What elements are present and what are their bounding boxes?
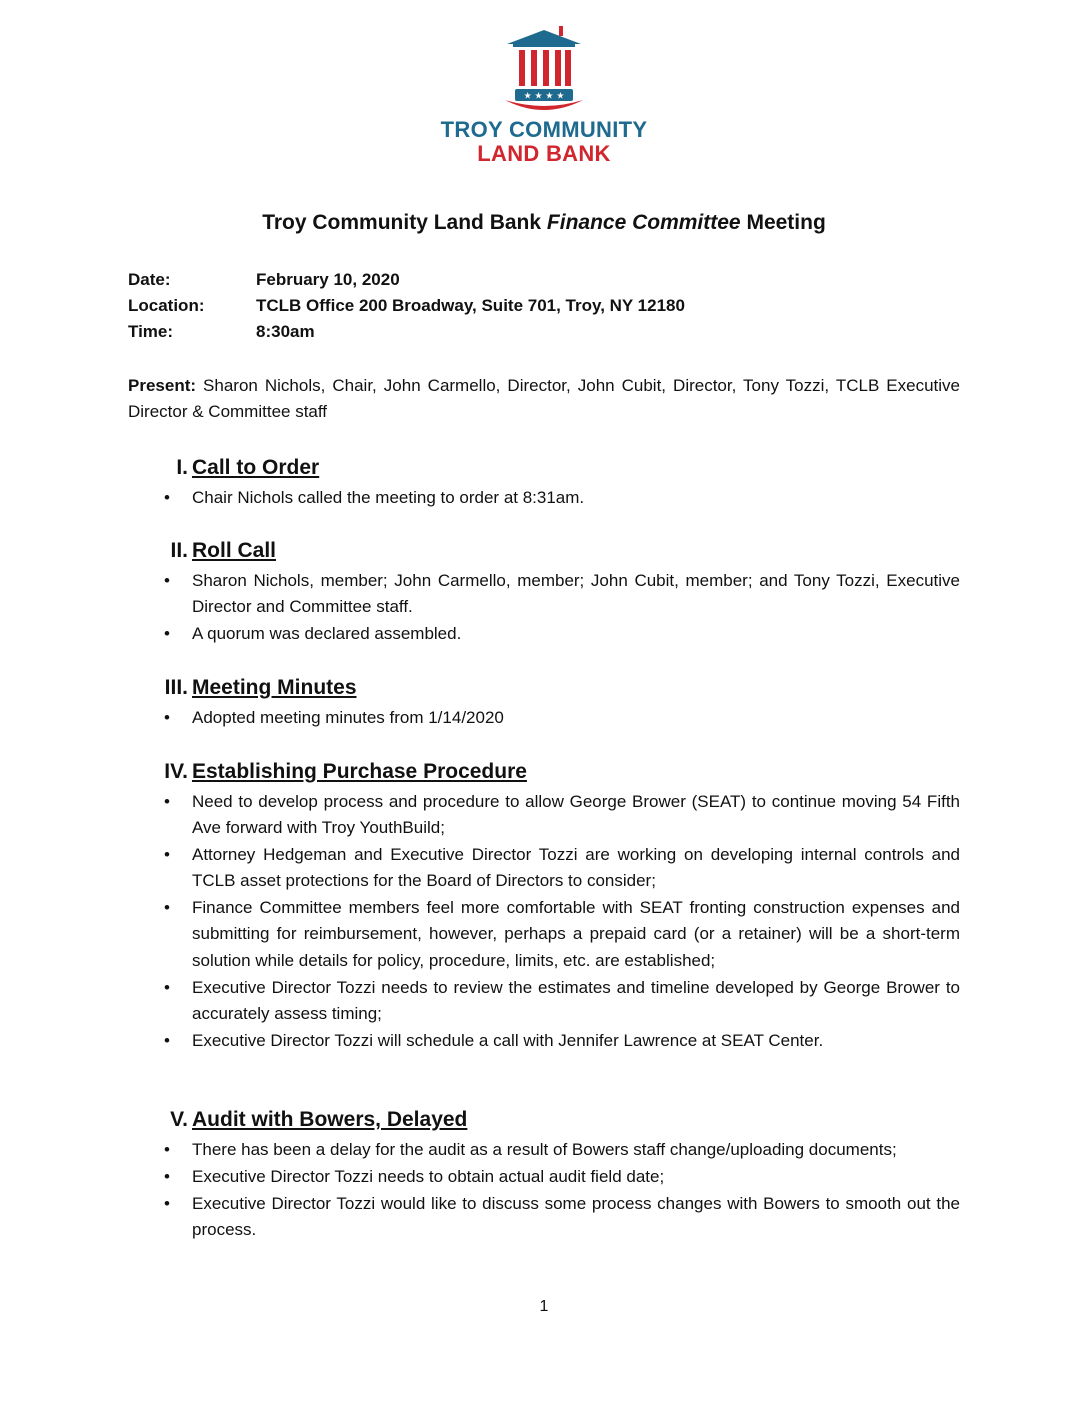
meta-value: February 10, 2020 <box>256 270 400 289</box>
bullet-icon: • <box>164 1166 170 1186</box>
section-roll-call <box>128 536 960 648</box>
section-number: V. <box>170 1108 188 1131</box>
bullet-icon: • <box>164 792 170 811</box>
page-number: 1 <box>539 1298 549 1315</box>
present-text: Sharon Nichols, Chair, John Carmello, Director, John Cubit, Director, Tony Tozzi, TCLB Executive Director & Committee staff <box>128 376 960 421</box>
section-title: Audit with Bowers, Delayed <box>192 1108 468 1131</box>
bullet-icon: • <box>164 1030 170 1050</box>
bullet-text: Executive Director Tozzi needs to review the estimates and timeline developed by George Brower to accurately assess timing; <box>192 977 960 1023</box>
list-item <box>128 975 960 1028</box>
document-title <box>0 211 1088 235</box>
bullet-icon: • <box>164 898 170 918</box>
list-item <box>128 1191 960 1244</box>
meta-value: 8:30am <box>256 322 315 341</box>
title-suffix: Meeting <box>740 211 826 234</box>
meeting-details <box>128 270 685 348</box>
meta-label: Time: <box>128 322 174 341</box>
meta-label: Date: <box>128 270 171 289</box>
meta-row-time <box>128 322 685 348</box>
meta-value: TCLB Office 200 Broadway, Suite 701, Troy, NY 12180 <box>256 296 685 315</box>
list-item <box>128 895 960 974</box>
logo-line-2: LAND BANK <box>477 141 611 166</box>
title-prefix: Troy Community Land Bank <box>262 211 547 234</box>
list-item <box>128 1164 960 1190</box>
section-heading <box>128 1105 960 1137</box>
bullet-text: Executive Director Tozzi would like to discuss some process changes with Bowers to smooth out the process. <box>192 1193 960 1239</box>
bullet-list <box>128 789 960 1054</box>
capitol-hat-icon <box>499 24 589 114</box>
bullet-icon: • <box>164 708 170 727</box>
bullet-list <box>128 705 960 731</box>
section-meeting-minutes <box>128 673 960 732</box>
section-heading <box>128 673 960 705</box>
section-title: Roll Call <box>192 539 277 562</box>
bullet-text: Need to develop process and procedure to allow George Brower (SEAT) to continue moving 54 Fifth Ave forward with Troy YouthBuild; <box>192 792 960 838</box>
section-title: Call to Order <box>192 456 320 479</box>
section-number: I. <box>176 456 188 479</box>
title-italic: Finance Committee <box>546 211 741 234</box>
bullet-text: Executive Director Tozzi needs to obtain actual audit field date; <box>192 1166 665 1186</box>
bullet-text: Chair Nichols called the meeting to order at 8:31am. <box>192 488 585 507</box>
section-title: Meeting Minutes <box>192 676 357 699</box>
section-purchase-procedure <box>128 757 960 1054</box>
svg-text:★ ★ ★ ★: ★ ★ ★ ★ <box>523 91 565 102</box>
list-item <box>128 789 960 842</box>
list-item <box>128 485 960 511</box>
bullet-list <box>128 485 960 511</box>
bullet-text: Attorney Hedgeman and Executive Director Tozzi are working on developing internal controls and TCLB asset protections for the Board of Directors to consider; <box>192 845 960 891</box>
bullet-text: Sharon Nichols, member; John Carmello, member; John Cubit, member; and Tony Tozzi, Executive Director and Committee staff. <box>192 571 960 617</box>
attendees-paragraph <box>128 373 960 425</box>
bullet-text: There has been a delay for the audit as a result of Bowers staff change/uploading documents; <box>192 1140 897 1159</box>
bullet-icon: • <box>164 1193 170 1213</box>
meta-row-date <box>128 270 685 296</box>
bullet-icon: • <box>164 977 170 997</box>
section-heading <box>128 757 960 789</box>
bullet-text: Executive Director Tozzi will schedule a call with Jennifer Lawrence at SEAT Center. <box>192 1030 824 1050</box>
meta-row-location <box>128 296 685 322</box>
section-call-to-order <box>128 453 960 512</box>
section-heading <box>128 536 960 568</box>
list-item <box>128 621 960 647</box>
list-item <box>128 1028 960 1054</box>
bullet-icon: • <box>164 571 170 590</box>
meta-label: Location: <box>128 296 205 315</box>
list-item <box>128 842 960 895</box>
list-item <box>128 568 960 621</box>
section-number: III. <box>164 676 188 699</box>
logo-line-1: TROY COMMUNITY <box>440 117 648 142</box>
bullet-icon: • <box>164 624 170 644</box>
bullet-list <box>128 1137 960 1243</box>
bullet-list <box>128 568 960 647</box>
bullet-text: Finance Committee members feel more comfortable with SEAT fronting construction expenses and submitting for reimbursement, however, perhaps a prepaid card (or a retainer) will be a short-term solution while details for policy, procedure, limits, etc. are established; <box>192 898 960 970</box>
bullet-text: Adopted meeting minutes from 1/14/2020 <box>192 708 504 727</box>
logo <box>430 24 658 182</box>
section-title: Establishing Purchase Procedure <box>192 760 527 783</box>
section-number: II. <box>170 539 188 562</box>
list-item <box>128 1137 960 1163</box>
present-label: Present: <box>128 376 197 395</box>
bullet-icon: • <box>164 1140 170 1159</box>
bullet-icon: • <box>164 845 170 865</box>
bullet-icon: • <box>164 488 170 507</box>
section-number: IV. <box>164 760 188 783</box>
section-heading <box>128 453 960 485</box>
bullet-text: A quorum was declared assembled. <box>192 624 462 644</box>
section-audit <box>128 1105 960 1244</box>
list-item <box>128 705 960 731</box>
